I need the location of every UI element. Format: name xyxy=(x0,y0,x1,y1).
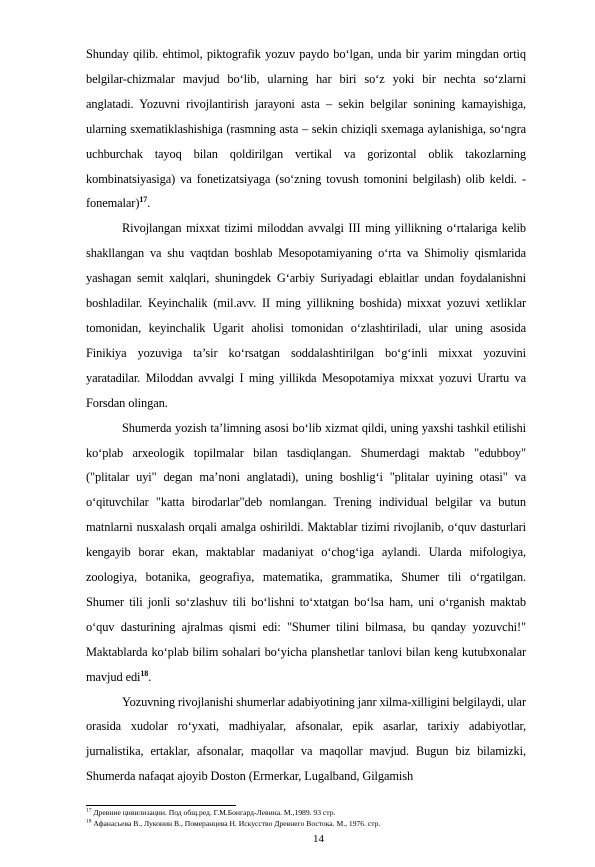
paragraph-3-end: . xyxy=(148,669,152,684)
footnotes xyxy=(86,807,526,829)
paragraph-3 xyxy=(86,416,526,690)
paragraph-1 xyxy=(86,42,526,216)
page-body xyxy=(86,42,526,789)
paragraph-1-end: . xyxy=(147,196,151,211)
footnote-18 xyxy=(86,818,526,829)
footnote-text: Древние цивилизации. Под общ.ред. Г.М.Бонгард-Левина. М.,1989. 93 стр. xyxy=(91,808,336,817)
footnote-mark: 17 xyxy=(86,807,92,814)
footnote-ref-17[interactable]: 17 xyxy=(139,195,148,205)
paragraph-3-text: Shumerda yozish ta’limning asosi bo‘lib xizmat qildi, uning yaxshi tashkil etilishi ko‘plab arxeologik topilmalar bilan tasdiqlangan. Shumerdagi maktab "edubboy" ("plitalar uyi" degan ma’noni anglatadi), uning boshlig‘i "plitalar uyining otasi" va o‘qituvchilar "katta birodarlar"deb nomlangan. Trening individual belgilar va butun matnlarni nusxalash orqali amalga oshirildi. Maktablar tizimi rivojlanib, o‘quv dasturlari kengayib borar ekan, maktablar madaniyat o‘chog‘iga aylandi. Ularda mifologiya, zoologiya, botanika, geografiya, matematika, grammatika, Shumer tili o‘rgatilgan. Shumer tili jonli so‘zlashuv tili bo‘lishni to‘xtatgan bo‘lsa ham, uni o‘rganish maktab o‘quv dasturining ajralmas qismi edi: "Shumer tilini bilmasa, bu qanday yozuvchi!" Maktablarda ko‘plab bilim sohalari bo‘yicha planshetlar tanlovi bilan keng kutubxonalar mavjud edi xyxy=(86,420,526,684)
paragraph-2: Rivojlangan mixxat tizimi miloddan avvalgi III ming yillikning o‘rtalariga kelib shakllangan va shu vaqtdan boshlab Mesopotamiyaning o‘rta va Shimoliy qismlarida yashagan semit xalqlari, shuningdek G‘arbiy Suriyadagi eblaitlar undan foydalanishni boshladilar. Keyinchalik (mil.avv. II ming yillikning boshida) mixxat yozuvi xetliklar tomonidan, keyinchalik Ugarit aholisi tomonidan o‘zlashtiriladi, ular uning asosida Finikiya yozuviga ta’sir ko‘rsatgan soddalashtirilgan bo‘g‘inli mixxat yozuvini yaratadilar. Miloddan avvalgi I ming yillikda Mesopotamiya mixxat yozuvi Urartu va Forsdan olingan. xyxy=(86,221,526,410)
paragraph-4: Yozuvning rivojlanishi shumerlar adabiyotining janr xilma-xilligini belgilaydi, ular orasida xudolar ro‘yxati, madhiyalar, afsonalar, epik asarlar, tarixiy adabiyotlar, jurnalistika, ertaklar, afsonalar, maqollar va maqollar mavjud. Bugun biz bilamizki, Shumerda nafaqat ajoyib Doston (Ermerkar, Lugalband, Gilgamish xyxy=(86,694,526,784)
footnote-mark: 18 xyxy=(86,818,92,825)
footnote-ref-18[interactable]: 18 xyxy=(140,668,149,678)
page-number: 14 xyxy=(313,833,324,845)
footnote-17 xyxy=(86,807,526,818)
paragraph-1-text: Shunday qilib. ehtimol, piktografik yozuv paydo bo‘lgan, unda bir yarim mingdan ortiq belgilar-chizmalar mavjud bo‘lib, ularning har biri so‘z yoki bir nechta so‘zlarni anglatadi. Yozuvni rivojlantirish jarayoni asta – sekin belgilar sonining kamayishiga, ularning sxematiklashishiga (rasmning asta – sekin chiziqli sxemaga aylanishiga, so‘ngra uchburchak tayoq bilan qoldirilgan vertikal va gorizontal oblik takozlarning kombinatsiyasiga) va fonetizatsiyaga (so‘zning tovush tomonini belgilash) olib keldi. - fonemalar) xyxy=(86,47,526,211)
footnote-divider xyxy=(86,805,236,806)
footnote-text: Афанасьева В., Луконин В., Померанцева Н. Искусство Древнего Востока. М., 1976. стр. xyxy=(91,819,381,828)
